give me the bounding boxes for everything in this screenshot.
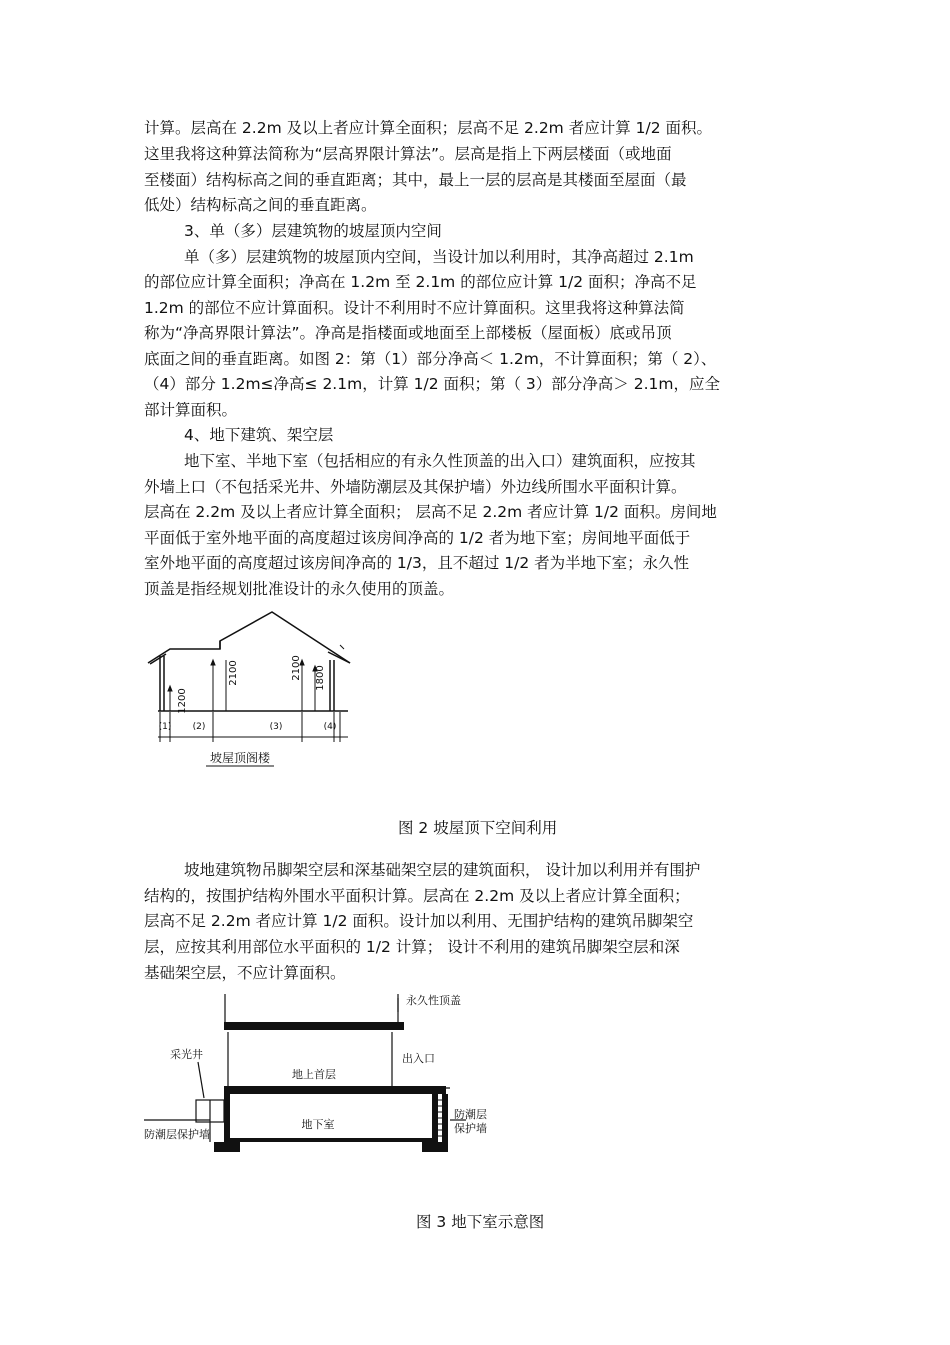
text-line: 层，应按其利用部位水平面积的 1/2 计算； 设计不利用的建筑吊脚架空层和深: [144, 938, 680, 956]
part-label-4: (4): [323, 722, 337, 732]
label-ground-floor: 地上首层: [292, 1068, 336, 1081]
text-line: 计算。层高在 2.2m 及以上者应计算全面积；层高不足 2.2m 者应计算 1/2 面积。: [144, 119, 713, 137]
text-line: 层高在 2.2m 及以上者应计算全面积； 层高不足 2.2m 者应计算 1/2 面积。房间地: [144, 503, 717, 521]
section-heading-4: 4、地下建筑、架空层: [184, 426, 334, 444]
label-basement: 地下室: [301, 1118, 335, 1131]
roof-slab: [224, 1022, 404, 1030]
text-line: 层高不足 2.2m 者应计算 1/2 面积。设计加以利用、无围护结构的建筑吊脚架空: [144, 912, 694, 930]
text-line: 的部位应计算全面积；净高在 1.2m 至 2.1m 的部位应计算 1/2 面积；净高不足: [144, 273, 697, 291]
text-line: 至楼面）结构标高之间的垂直距离；其中，最上一层的层高是其楼面至屋面（最: [144, 171, 687, 189]
label-permanent-roof: 永久性顶盖: [406, 994, 461, 1007]
text-line: 顶盖是指经规划批准设计的永久使用的顶盖。: [144, 580, 455, 598]
text-line: 这里我将这种算法简称为“层高界限计算法”。层高是指上下两层楼面（或地面: [144, 145, 672, 163]
ground-floor-slab: [224, 1086, 446, 1094]
figure-3-caption: 图 3 地下室示意图: [416, 1213, 545, 1231]
label-moisture-right-2: 保护墙: [454, 1122, 487, 1135]
text-line: 部计算面积。: [144, 401, 238, 419]
text-line: 称为“净高界限计算法”。净高是指楼面或地面至上部楼板（屋面板）底或吊顶: [144, 324, 672, 342]
foundation-right: [422, 1142, 448, 1152]
part-label-1: (1): [158, 722, 172, 732]
text-line: 平面低于室外地平面的高度超过该房间净高的 1/2 者为地下室；房间地平面低于: [144, 529, 691, 547]
text-line: 结构的，按围护结构外围水平面积计算。层高在 2.2m 及以上者应计算全面积；: [144, 887, 690, 905]
text-line: 单（多）层建筑物的坡屋顶内空间，当设计加以利用时，其净高超过 2.1m: [184, 248, 694, 266]
roof-outline: [148, 612, 350, 663]
figure-3-drawing: [144, 992, 504, 1177]
figure-2-caption: 图 2 坡屋顶下空间利用: [398, 819, 558, 837]
text-line: 室外地平面的高度超过该房间净高的 1/3，且不超过 1/2 者为半地下室；永久性: [144, 554, 690, 572]
dim-label-2100-left: 2100: [228, 660, 239, 686]
dim-label-2100-right: 2100: [291, 655, 302, 681]
label-lightwell: 采光井: [170, 1048, 203, 1061]
text-line: 底面之间的垂直距离。如图 2：第（1）部分净高＜ 1.2m，不计算面积；第（ 2）、: [144, 350, 717, 368]
section-heading-3: 3、单（多）层建筑物的坡屋顶内空间: [184, 222, 442, 240]
label-moisture-right-1: 防潮层: [454, 1108, 487, 1121]
label-entrance: 出入口: [402, 1052, 435, 1065]
dim-label-1200: 1200: [177, 688, 188, 714]
text-line: 外墙上口（不包括采光井、外墙防潮层及其保护墙）外边线所围水平面积计算。: [144, 478, 687, 496]
foundation-left: [214, 1142, 240, 1152]
text-line: 低处）结构标高之间的垂直距离。: [144, 196, 377, 214]
text-line: 1.2m 的部位不应计算面积。设计不利用时不应计算面积。这里我将这种算法简: [144, 299, 685, 317]
text-line: 基础架空层，不应计算面积。: [144, 964, 346, 982]
part-label-3: (3): [269, 722, 283, 732]
part-label-2: (2): [192, 722, 206, 732]
text-line: 地下室、半地下室（包括相应的有永久性顶盖的出入口）建筑面积，应按其: [184, 452, 696, 470]
text-line: （4）部分 1.2m≤净高≤ 2.1m，计算 1/2 面积；第（ 3）部分净高＞ 2.1m，应全: [144, 375, 720, 393]
figure-2-inner-label: 坡屋顶阁楼: [209, 751, 271, 765]
label-moisture-left: 防潮层保护墙: [144, 1128, 210, 1141]
figure-2-drawing: [144, 600, 364, 780]
dim-label-1800: 1800: [315, 665, 326, 691]
text-line: 坡地建筑物吊脚架空层和深基础架空层的建筑面积， 设计加以利用并有围护: [184, 861, 701, 879]
